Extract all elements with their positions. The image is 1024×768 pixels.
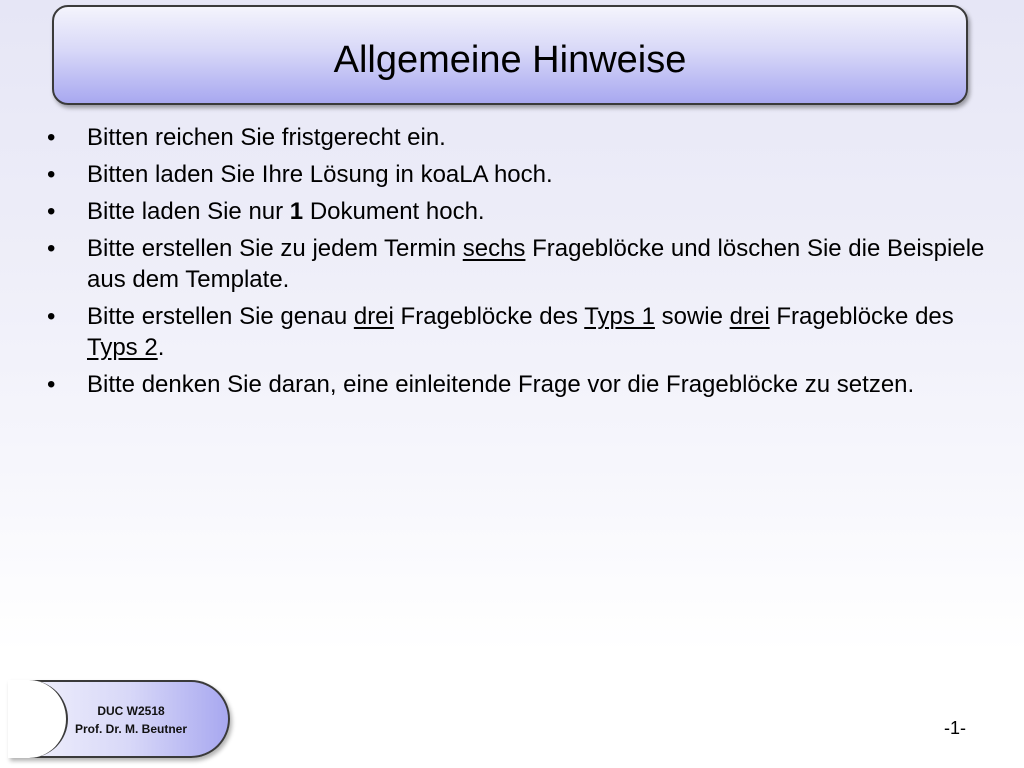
bullet-marker: • <box>47 303 56 330</box>
emphasized-text: Typs 1 <box>584 303 655 330</box>
bullet-text <box>87 159 995 190</box>
bullet-item <box>45 369 995 400</box>
bullet-text <box>87 122 995 153</box>
slide-title-box <box>52 5 968 105</box>
footer-author: Prof. Dr. M. Beutner <box>74 722 187 736</box>
bullet-marker: • <box>47 124 56 151</box>
text-segment: Frageblöcke und löschen Sie die Beispiele aus dem Template. <box>87 235 985 293</box>
text-segment: Bitte laden Sie nur <box>87 198 290 225</box>
footer-info <box>46 702 216 738</box>
bullet-text <box>87 233 995 295</box>
bullet-item <box>45 159 995 190</box>
bullet-text <box>87 301 995 363</box>
text-segment: Bitten reichen Sie fristgerecht ein. <box>87 124 446 151</box>
bullet-text <box>87 196 995 227</box>
bullet-item <box>45 233 995 295</box>
text-segment: Frageblöcke des <box>393 303 585 330</box>
page-number: -1- <box>944 718 966 738</box>
bullet-marker: • <box>47 235 56 262</box>
text-segment: Frageblöcke des <box>769 303 954 330</box>
bold-text: 1 <box>289 198 304 225</box>
bullet-item <box>45 122 995 153</box>
bullet-marker: • <box>47 371 56 398</box>
bullet-item <box>45 301 995 363</box>
text-segment: Bitte erstellen Sie zu jedem Termin <box>87 235 463 262</box>
footer-course: DUC W2518 <box>97 704 165 718</box>
text-segment: . <box>157 334 165 361</box>
text-segment: sowie <box>654 303 730 330</box>
bullet-text <box>87 369 995 400</box>
text-segment: Bitte denken Sie daran, eine einleitende Frage vor die Frageblöcke zu setzen. <box>87 371 915 398</box>
emphasized-text: Typs 2 <box>87 334 158 361</box>
bullet-item <box>45 196 995 227</box>
bullet-marker: • <box>47 161 56 188</box>
text-segment: Dokument hoch. <box>303 198 485 225</box>
text-segment: Bitten laden Sie Ihre Lösung in koaLA hoch. <box>87 161 553 188</box>
emphasized-text: drei <box>353 303 394 330</box>
bullet-marker: • <box>47 198 56 225</box>
text-segment: Bitte erstellen Sie genau <box>87 303 354 330</box>
emphasized-text: sechs <box>462 235 526 262</box>
slide-title: Allgemeine Hinweise <box>333 39 687 81</box>
bullet-list <box>45 122 995 406</box>
emphasized-text: drei <box>729 303 770 330</box>
